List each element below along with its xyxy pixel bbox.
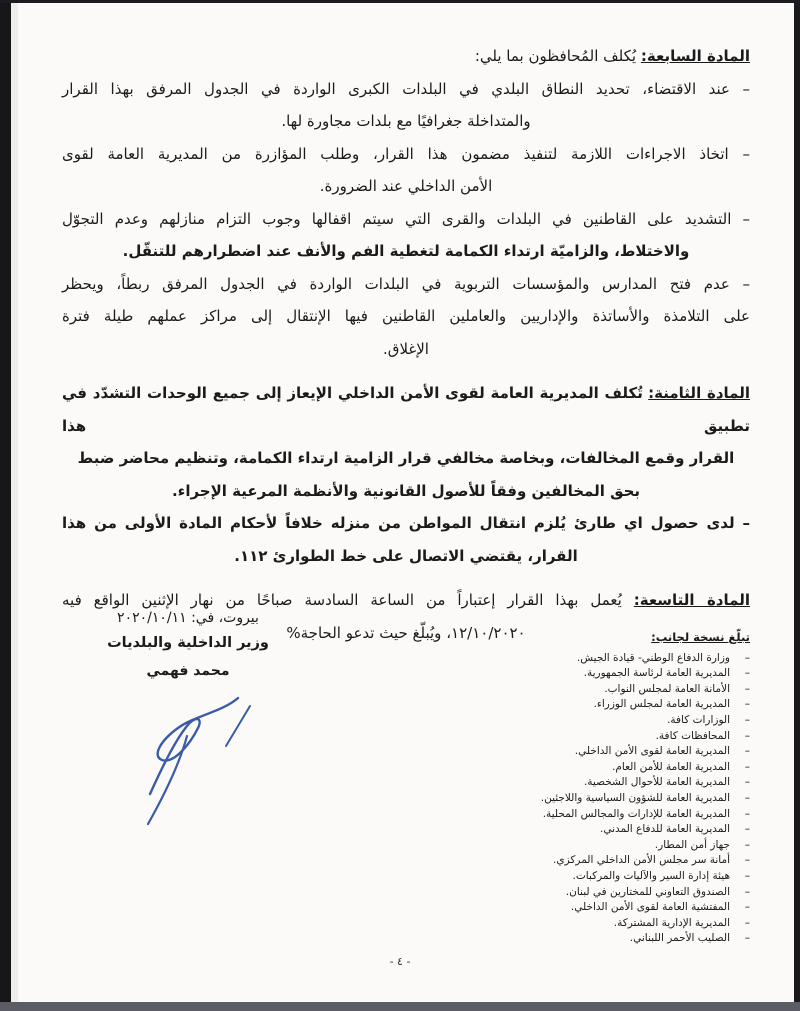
distribution-list (512, 630, 750, 947)
article-line: الإغلاق. (383, 339, 429, 358)
distribution-item-label: الصندوق التعاوني للمختارين في لبنان. (565, 885, 730, 898)
scan-edge-right (794, 0, 800, 1011)
distribution-item-label: الوزارات كافة. (667, 713, 730, 726)
article-7-section (62, 40, 750, 365)
article-8-heading: المادة الثامنة: (648, 384, 750, 402)
distribution-item-label: المديرية العامة للإدارات والمجالس المحلية. (542, 807, 730, 820)
dash-icon: – (744, 932, 750, 945)
distribution-item (512, 651, 750, 667)
dash-icon: – (744, 854, 750, 867)
distribution-item-label: المديرية العامة للأمن العام. (612, 760, 730, 773)
scan-edge-top (0, 0, 800, 3)
distribution-item-label: الأمانة العامة لمجلس النواب. (604, 682, 730, 695)
distribution-item-label: هيئة إدارة السير والآليات والمركبات. (572, 869, 730, 882)
distribution-item-label: المديرية العامة لرئاسة الجمهورية. (583, 667, 730, 680)
signature-stroke-tail (148, 736, 187, 824)
minister-signature (90, 688, 270, 828)
article-line: والاختلاط، والزاميّة ارتداء الكمامة لتغطية الفم والأنف عند اضطرارهم للتنقّل. (122, 242, 690, 260)
dash-icon: – (744, 869, 750, 882)
distribution-item-label: المفتشية العامة لقوى الأمن الداخلي. (570, 901, 730, 914)
dash-icon: – (744, 682, 750, 695)
article-8-section (62, 377, 750, 572)
dash-icon: – (744, 745, 750, 758)
article-line: – عدم فتح المدارس والمؤسسات التربوية في البلدات الواردة في الجدول المرفق ربطاً، ويحظر (62, 274, 750, 293)
distribution-item (512, 807, 750, 823)
scan-edge-left-shade (11, 0, 18, 1011)
dash-icon: – (744, 729, 750, 742)
dash-icon: – (744, 776, 750, 789)
place-date: بيروت، في: ٢٠٢٠/١٠/١١ (117, 610, 259, 626)
article-line: القرار وقمع المخالفات، وبخاصة مخالفي قرار الزامية ارتداء الكمامة، وتنظيم محاضر ضبط (77, 449, 735, 467)
article-line: بحق المخالفين وفقاً للأصول القانونية والأنظمة المرعية الإجراء. (171, 481, 641, 500)
dash-icon: – (744, 838, 750, 851)
distribution-item-label: المديرية العامة للدفاع المدني. (600, 823, 730, 836)
article-8-heading-rest: تُكلف المديرية العامة لقوى الأمن الداخلي الإيعاز إلى جميع الوحدات التشدّد في تطبيق هذا (62, 384, 750, 435)
distribution-item (512, 775, 750, 791)
article-7-lines (62, 73, 750, 366)
distribution-item (512, 697, 750, 713)
distribution-item-label: الصليب الأحمر اللبناني. (629, 932, 730, 945)
distribution-item-label: وزارة الدفاع الوطني- قيادة الجيش. (576, 651, 730, 664)
dash-icon: – (744, 807, 750, 820)
dash-icon: – (744, 698, 750, 711)
scan-edge-left (0, 0, 11, 1011)
distribution-item (512, 729, 750, 745)
article-9-heading: المادة التاسعة: (633, 591, 750, 609)
distribution-item (512, 744, 750, 760)
article-7-heading-rest: يُكلف المُحافظون بما يلي: (474, 47, 637, 65)
distribution-item-label: المديرية الإدارية المشتركة. (613, 916, 730, 929)
distribution-item (512, 838, 750, 854)
article-line: – لدى حصول اي طارئ يُلزم انتقال المواطن من منزله خلافاً لأحكام المادة الأولى من هذا (62, 514, 750, 532)
distribution-item-label: جهاز أمن المطار. (654, 838, 730, 851)
article-8-heading-row (62, 377, 750, 442)
distribution-item-label: المديرية العامة لقوى الأمن الداخلي. (574, 745, 730, 758)
dash-icon: – (744, 823, 750, 836)
article-line: ١٢/١٠/٢٠٢٠، ويُبلّغ حيث تدعو الحاجة% (286, 623, 526, 642)
page-number: - ٤ - (389, 955, 411, 968)
dash-icon: – (744, 885, 750, 898)
signoff-block (68, 610, 308, 679)
dash-icon: – (744, 760, 750, 773)
dash-icon: – (744, 651, 750, 664)
dash-icon: – (744, 667, 750, 680)
decree-body (62, 40, 750, 661)
article-7-heading-row (62, 40, 750, 73)
distribution-item-label: المديرية العامة لمجلس الوزراء. (593, 698, 730, 711)
distribution-item (512, 869, 750, 885)
article-line: على التلامذة والأساتذة والإداريين والعاملين القاطنين فيها الإنتقال إلى مراكز عملهم طيلة فترة (62, 307, 750, 325)
distribution-items (512, 651, 750, 947)
distribution-item (512, 666, 750, 682)
article-line: – عند الاقتضاء، تحديد النطاق البلدي في البلدات الكبرى الواردة في الجدول المرفق بهذا القرار (62, 79, 750, 98)
article-7-heading: المادة السابعة: (640, 47, 750, 65)
article-line: – التشديد على القاطنين في البلدات والقرى التي سيتم اقفالها وجوب التزام منازلهم وعدم التجوّل (62, 209, 750, 228)
article-line: والمتداخلة جغرافيًا مع بلدات مجاورة لها. (281, 112, 531, 130)
article-line: – اتخاذ الاجراءات اللازمة لتنفيذ مضمون هذا القرار، وطلب المؤازرة من المديرية العامة لقوى (62, 144, 750, 163)
distribution-item (512, 682, 750, 698)
article-line: القرار، يقتضي الاتصال على خط الطوارئ ١١٢. (234, 546, 578, 565)
signature-stroke-slash (226, 706, 250, 746)
dash-icon: – (744, 791, 750, 804)
article-9-heading-rest: يُعمل بهذا القرار إعتباراً من الساعة السادسة صباحًا من نهار الإثنين الواقع فيه (62, 591, 622, 609)
distribution-item-label: المحافظات كافة. (655, 729, 730, 742)
dash-icon: – (744, 713, 750, 726)
dash-icon: – (744, 916, 750, 929)
article-8-lines (62, 442, 750, 572)
distribution-item (512, 760, 750, 776)
distribution-item (512, 791, 750, 807)
distribution-item (512, 713, 750, 729)
minister-title: وزير الداخلية والبلديات (107, 635, 269, 651)
distribution-header: تبلّغ نسخة لجانب: (651, 630, 750, 644)
dash-icon: – (744, 901, 750, 914)
distribution-item (512, 916, 750, 932)
distribution-item (512, 931, 750, 947)
signature-stroke-main (150, 698, 238, 794)
distribution-item (512, 853, 750, 869)
scan-edge-bottom (0, 1002, 800, 1011)
distribution-item-label: المديرية العامة للشؤون السياسية واللاجئين. (540, 791, 730, 804)
article-line: الأمن الداخلي عند الضرورة. (319, 177, 493, 195)
distribution-item (512, 885, 750, 901)
distribution-item (512, 900, 750, 916)
distribution-item-label: أمانة سر مجلس الأمن الداخلي المركزي. (553, 854, 730, 867)
distribution-item (512, 822, 750, 838)
distribution-item-label: المديرية العامة للأحوال الشخصية. (583, 776, 730, 789)
minister-name: محمد فهمي (146, 663, 230, 679)
